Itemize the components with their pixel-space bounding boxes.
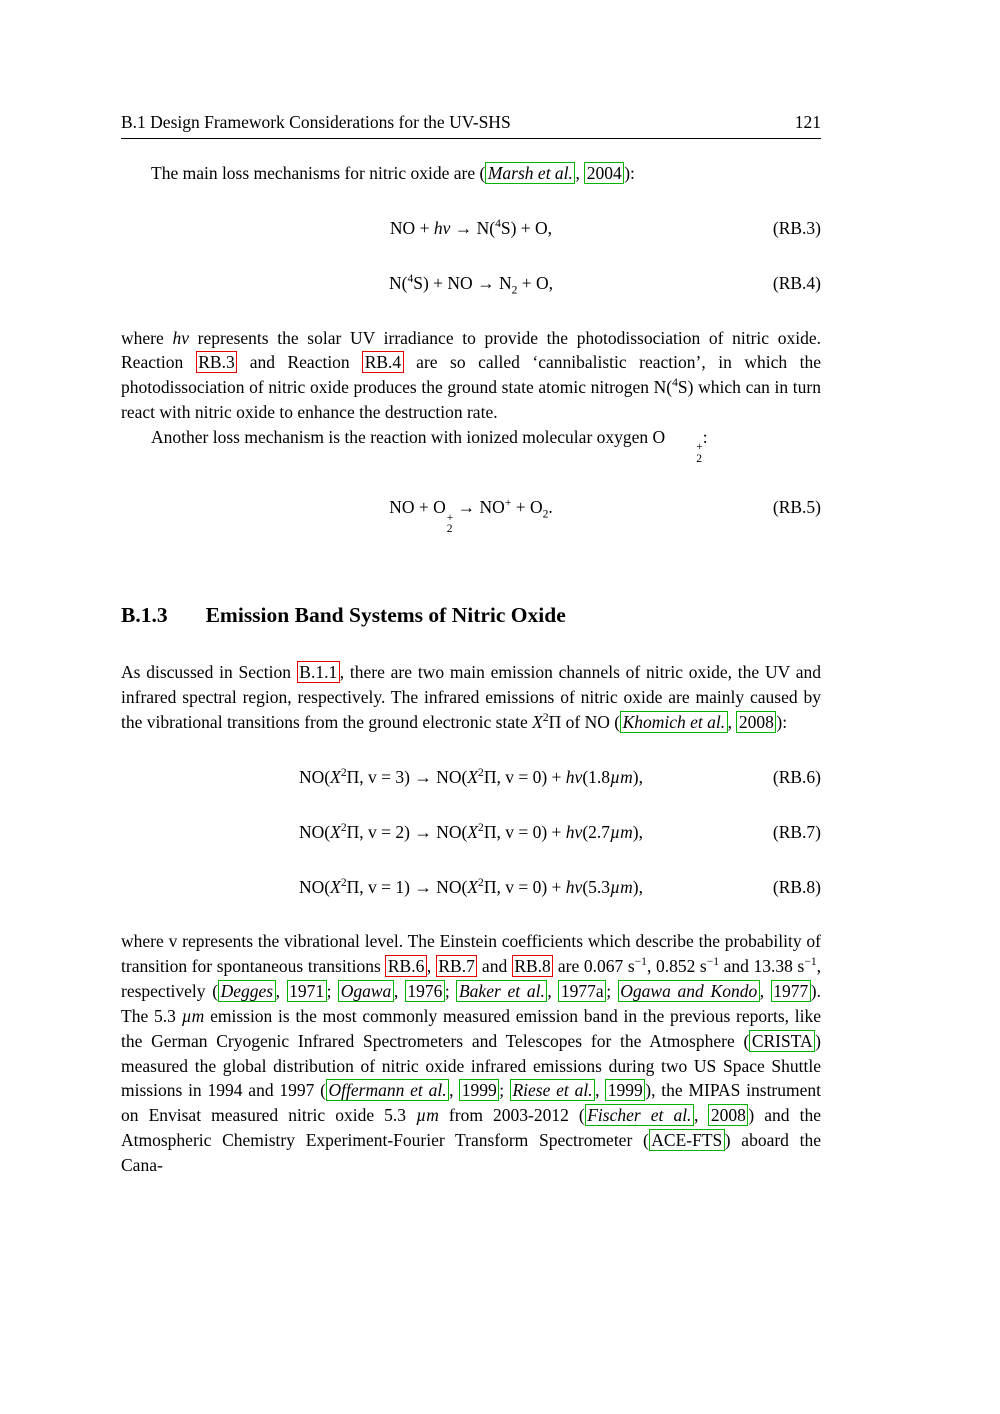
italic-text: X xyxy=(467,766,479,787)
text-run: NO + O xyxy=(389,497,446,518)
superscript: 4 xyxy=(407,272,414,285)
italic-text: µm xyxy=(610,821,633,842)
page-number: 121 xyxy=(794,112,821,132)
cross-reference-link[interactable]: RB.4 xyxy=(362,351,403,373)
text-run: Π of NO ( xyxy=(548,711,621,732)
equation-body xyxy=(389,497,553,536)
citation-link[interactable]: 1977 xyxy=(771,980,811,1002)
text-run: → N( xyxy=(450,217,496,238)
citation-link[interactable]: ACE-FTS xyxy=(649,1129,725,1151)
italic-text: X xyxy=(532,711,543,732)
citation-link[interactable]: 2004 xyxy=(584,162,624,184)
text-run: : xyxy=(702,426,708,447)
cross-reference-link[interactable]: B.1.1 xyxy=(297,661,340,683)
superscript: −1 xyxy=(706,956,720,969)
text-run: , xyxy=(727,711,737,732)
superscript: + xyxy=(696,441,703,454)
text-run: ; xyxy=(606,981,618,1002)
subscript: 2 xyxy=(696,452,702,465)
citation-link[interactable]: Offermann et al. xyxy=(326,1079,449,1101)
text-run: Π, v = 0) + xyxy=(483,821,566,842)
text-run: N( xyxy=(388,272,408,293)
text-run: , xyxy=(426,956,436,977)
text-run: , xyxy=(759,981,771,1002)
text-run: ) aboard the Cana- xyxy=(121,1130,821,1175)
citation-link[interactable]: 1976 xyxy=(405,980,445,1002)
equation-tag: (RB.5) xyxy=(772,497,821,518)
superscript: + xyxy=(504,497,512,510)
citation-link[interactable]: 1971 xyxy=(287,980,327,1002)
text-run: , xyxy=(693,1105,709,1126)
citation-link[interactable]: CRISTA xyxy=(749,1030,815,1052)
italic-text: µm xyxy=(610,766,633,787)
superscript: 2 xyxy=(478,876,484,889)
text-run: + O xyxy=(511,497,543,518)
text-run: , respectively ( xyxy=(121,956,821,1002)
text-run: , xyxy=(575,163,585,183)
section-title: Emission Band Systems of Nitric Oxide xyxy=(205,602,566,627)
text-run: Π, v = 0) + xyxy=(483,766,566,787)
italic-text: hν xyxy=(565,876,583,897)
text-run: and xyxy=(477,956,512,977)
text-run: S) which can in turn react with nitric oxide to enhance the destruction rate. xyxy=(121,377,821,423)
citation-link[interactable]: 2008 xyxy=(708,1104,748,1126)
text-run: The main loss mechanisms for nitric oxide are ( xyxy=(151,163,486,183)
text-run: → NO xyxy=(453,497,505,518)
text-run: , 0.852 s xyxy=(646,956,707,977)
equation xyxy=(121,820,821,845)
superscript: + xyxy=(446,511,454,524)
equation xyxy=(121,495,821,535)
superscript: 2 xyxy=(478,821,484,834)
cross-reference-link[interactable]: RB.8 xyxy=(512,955,553,977)
page-content xyxy=(121,161,821,1178)
paragraph xyxy=(121,326,821,425)
italic-text: µm xyxy=(181,1005,205,1026)
italic-text: µm xyxy=(610,876,633,897)
citation-link[interactable]: 1999 xyxy=(459,1079,499,1101)
text-run: , xyxy=(275,981,287,1002)
text-run: Π, v = 0) + xyxy=(483,876,566,897)
italic-text: X xyxy=(330,876,341,897)
superscript: 2 xyxy=(340,876,347,889)
text-run: emission is the most commonly measured emission band in the previous reports, like the German Cryogenic Infrared Spectrometers and Telescopes for the Atmosphere ( xyxy=(121,1005,821,1051)
text-run: where v represents the vibrational level. The Einstein coefficients which describe the probability of transition for spontaneous transitions xyxy=(121,931,821,977)
paragraph xyxy=(121,425,821,465)
text-run: ), the MIPAS instrument on Envisat measured nitric oxide 5.3 xyxy=(121,1080,822,1126)
text-run: Π, v = 3) → NO( xyxy=(346,766,468,787)
subscript: 2 xyxy=(542,508,549,521)
text-run: , xyxy=(547,981,559,1002)
page-header xyxy=(121,112,821,139)
text-run: NO + xyxy=(389,217,434,238)
superscript: −1 xyxy=(634,956,647,969)
italic-text: X xyxy=(467,876,479,897)
equation-body xyxy=(299,822,643,842)
text-run: . xyxy=(548,497,553,518)
equation xyxy=(121,765,821,790)
superscript: 2 xyxy=(340,767,347,779)
text-run: from 2003-2012 ( xyxy=(438,1105,585,1126)
text-run: ; xyxy=(499,1080,510,1101)
text-run: ). The 5.3 xyxy=(121,981,821,1026)
text-run: , there are two main emission channels of nitric oxide, the UV and infrared spectral region, respectively. The infrared emissions of nitric oxide are mainly caused by the vibrational transitions from the ground electronic state xyxy=(121,662,821,732)
paragraph xyxy=(121,161,821,186)
superscript: −1 xyxy=(804,956,817,969)
equation-tag: (RB.3) xyxy=(772,217,821,238)
text-run: S) + NO → N xyxy=(413,272,512,293)
text-run: ), xyxy=(632,876,643,897)
running-header-title: B.1 Design Framework Considerations for the UV-SHS xyxy=(121,112,511,132)
italic-text: hν xyxy=(172,327,189,348)
text-run: As discussed in Section xyxy=(121,662,297,683)
citation-link[interactable]: Degges xyxy=(218,980,275,1002)
text-run: (1.8 xyxy=(582,766,611,787)
citation-link[interactable]: Fischer et al. xyxy=(585,1104,694,1126)
citation-link[interactable]: Ogawa xyxy=(338,980,394,1002)
citation-link[interactable]: 1999 xyxy=(605,1079,645,1101)
equation-body xyxy=(390,218,552,238)
text-run: ) measured the global distribution of nitric oxide infrared emissions during two US Space Shuttle missions in 1994 and 1997 ( xyxy=(121,1030,821,1101)
italic-text: X xyxy=(467,821,479,842)
text-run: NO( xyxy=(299,821,331,842)
citation-link[interactable]: Ogawa and Kondo xyxy=(618,980,760,1002)
text-run: (5.3 xyxy=(582,876,611,897)
text-run: ), xyxy=(632,766,643,787)
text-run: and 13.38 s xyxy=(719,956,805,977)
citation-link[interactable]: Khomich et al. xyxy=(620,711,728,733)
text-run: ): xyxy=(776,711,788,732)
text-run: ) and the Atmospheric Chemistry Experiment-Fourier Transform Spectrometer ( xyxy=(121,1105,821,1151)
citation-link[interactable]: 1977a xyxy=(558,980,606,1002)
equation-body xyxy=(388,272,553,297)
italic-text: hν xyxy=(565,766,583,787)
text-run: Π, v = 2) → NO( xyxy=(346,821,468,842)
italic-text: µm xyxy=(416,1105,439,1126)
text-run: where xyxy=(121,327,173,348)
cross-reference-link[interactable]: RB.3 xyxy=(196,351,237,373)
equation-tag: (RB.7) xyxy=(772,821,821,842)
sub-superscript xyxy=(666,442,703,465)
italic-text: X xyxy=(330,766,341,787)
paragraph xyxy=(121,929,821,1177)
section-number: B.1.3 xyxy=(121,602,168,627)
superscript: 2 xyxy=(340,821,347,834)
text-run: are so called ‘cannibalistic reaction’, in which the photodissociation of nitric oxide produces the ground state atomic nitrogen N( xyxy=(121,352,821,398)
citation-link[interactable]: Baker et al. xyxy=(456,980,547,1002)
text-run: S) + O, xyxy=(500,217,553,238)
text-run: (2.7 xyxy=(582,821,611,842)
text-run: and Reaction xyxy=(237,352,363,373)
citation-link[interactable]: Riese et al. xyxy=(510,1079,595,1101)
text-run: , xyxy=(393,981,405,1002)
equation-body xyxy=(299,877,643,897)
text-run: NO( xyxy=(299,876,331,897)
text-run: ), xyxy=(632,821,643,842)
equation-tag: (RB.6) xyxy=(772,766,821,787)
equation xyxy=(121,271,821,296)
text-run: ; xyxy=(444,981,457,1002)
italic-text: X xyxy=(330,821,341,842)
text-run: represents the solar UV irradiance to provide the photodissociation of nitric oxide. Reaction xyxy=(121,327,821,373)
text-run: are 0.067 s xyxy=(553,956,635,977)
text-run: ; xyxy=(326,981,339,1002)
equation xyxy=(121,216,821,241)
superscript: 2 xyxy=(478,767,484,779)
superscript: 4 xyxy=(495,218,501,231)
subscript: 2 xyxy=(446,523,453,536)
paragraph xyxy=(121,660,821,735)
superscript: 4 xyxy=(672,377,678,390)
text-run: Another loss mechanism is the reaction with ionized molecular oxygen O xyxy=(151,426,666,447)
text-run: ): xyxy=(624,163,635,183)
equation-tag: (RB.4) xyxy=(772,272,821,293)
cross-reference-link[interactable]: RB.6 xyxy=(385,955,426,977)
text-run: + O, xyxy=(517,272,553,293)
equation xyxy=(121,875,821,900)
citation-link[interactable]: 2008 xyxy=(736,711,776,733)
section-heading xyxy=(121,600,821,631)
superscript: 2 xyxy=(542,712,549,725)
equation-body xyxy=(299,767,643,787)
italic-text: hν xyxy=(565,821,583,842)
text-run: , xyxy=(595,1080,606,1101)
text-run: NO( xyxy=(299,766,331,787)
equation-tag: (RB.8) xyxy=(772,876,821,897)
italic-text: hν xyxy=(433,217,451,238)
cross-reference-link[interactable]: RB.7 xyxy=(436,955,477,977)
citation-link[interactable]: Marsh et al. xyxy=(485,162,575,184)
subscript: 2 xyxy=(511,284,518,297)
text-run: Π, v = 1) → NO( xyxy=(346,876,468,897)
text-run: , xyxy=(449,1080,460,1101)
